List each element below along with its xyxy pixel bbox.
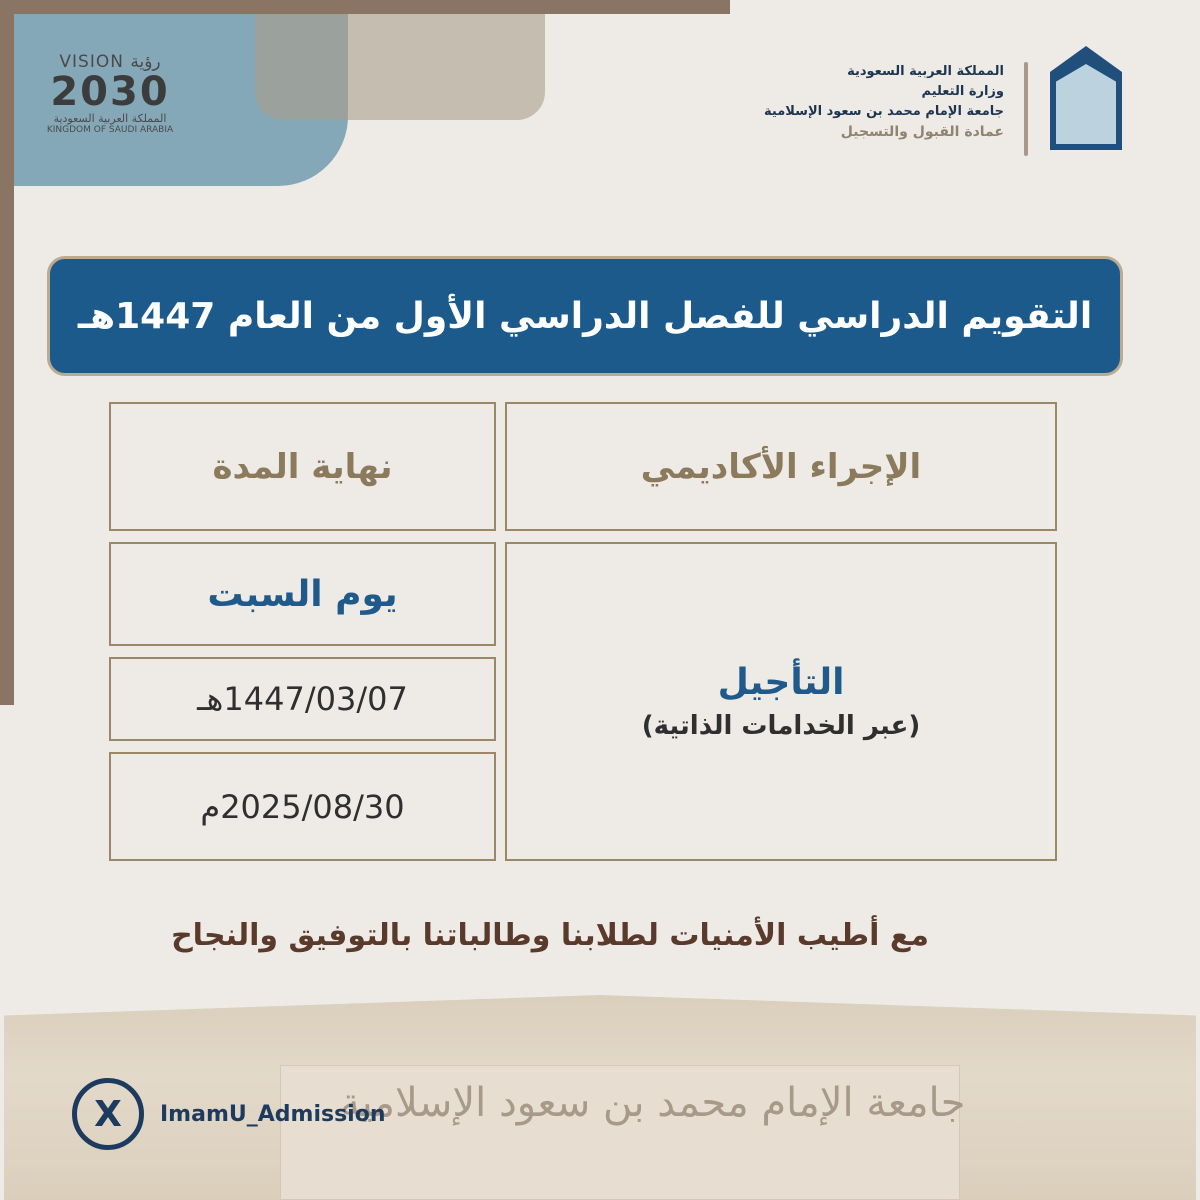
- gregorian-cell: [109, 752, 496, 861]
- social-handle[interactable]: ImamU_Admission: [160, 1102, 386, 1127]
- column-header-end: نهاية المدة: [212, 446, 393, 487]
- action-name: التأجيل: [717, 662, 845, 703]
- vision-word: VISION رؤية: [59, 52, 161, 72]
- page-title: التقويم الدراسي للفصل الدراسي الأول من العام 1447هـ: [47, 256, 1123, 376]
- left-accent-bar: [0, 0, 14, 705]
- gregorian-date: 2025/08/30م: [200, 787, 405, 826]
- header-cell-end: [109, 402, 496, 531]
- day-cell: [109, 542, 496, 646]
- hijri-cell: [109, 657, 496, 741]
- top-accent-bar: [0, 0, 730, 14]
- vision-arabic: المملكة العربية السعودية: [53, 112, 167, 125]
- vision-year: 2030: [50, 69, 170, 115]
- hijri-date: 1447/03/07هـ: [197, 680, 408, 718]
- university-label: جامعة الإمام محمد بن سعود الإسلامية: [764, 104, 1004, 119]
- x-logo-icon[interactable]: X: [72, 1078, 144, 1150]
- beige-panel: [255, 14, 545, 120]
- institution-header: [764, 62, 1004, 142]
- kingdom-label: المملكة العربية السعودية: [847, 64, 1004, 79]
- university-logo: [1050, 46, 1122, 150]
- vision-2030-logo: [40, 52, 180, 135]
- deanship-label: عمادة القبول والتسجيل: [840, 124, 1004, 140]
- closing-wishes: مع أطيب الأمنيات لطلابنا وطالباتنا بالتوفيق والنجاح: [171, 918, 929, 953]
- ministry-label: وزارة التعليم: [921, 84, 1004, 99]
- action-cell: [505, 542, 1057, 861]
- column-header-action: الإجراء الأكاديمي: [640, 446, 922, 487]
- monument-inscription: جامعة الإمام محمد بن سعود الإسلامية: [340, 1080, 966, 1126]
- header-cell-action: [505, 402, 1057, 531]
- vision-english: KINGDOM OF SAUDI ARABIA: [46, 125, 174, 135]
- action-note: (عبر الخدامات الذاتية): [641, 711, 921, 741]
- end-day: يوم السبت: [207, 573, 398, 615]
- header-divider: [1024, 62, 1028, 156]
